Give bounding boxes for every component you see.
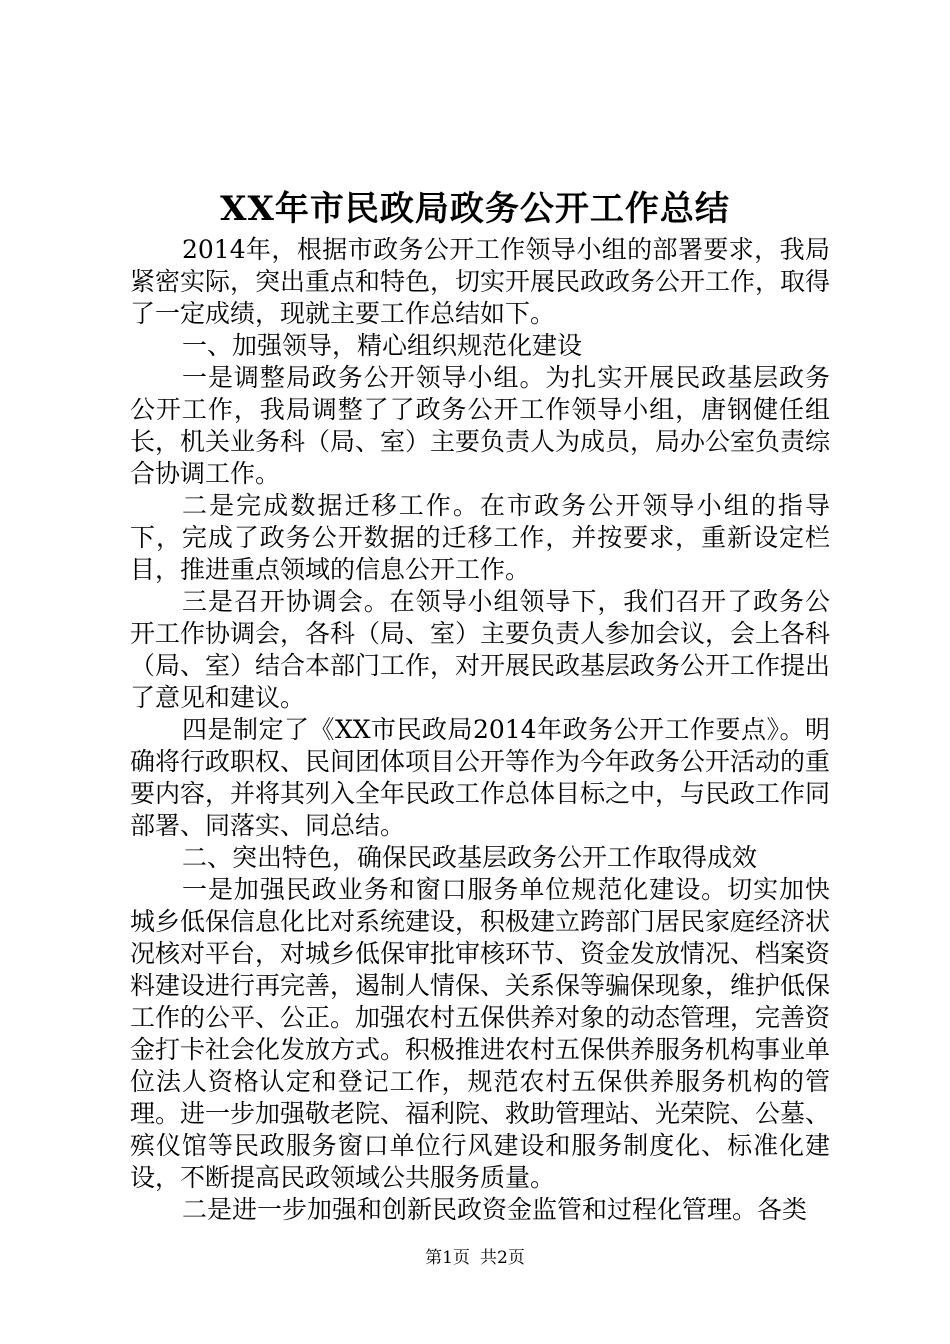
- document-body: [130, 234, 830, 1226]
- section-heading-2: 二、突出特色，确保民政基层政务公开工作取得成效: [182, 843, 758, 872]
- paragraph-2-1: 一是加强民政业务和窗口服务单位规范化建设。切实加快城乡低保信息化比对系统建设，积极建立跨部门居民家庭经济状况核对平台，对城乡低保审批审核环节、资金发放情况、档案资料建设进行再完善，遏制人情保、关系保等骗保现象，维护低保工作的公平、公正。加强农村五保供养对象的动态管理，完善资金打卡社会化发放方式。积极推进农村五保供养服务机构事业单位法人资格认定和登记工作，规范农村五保供养服务机构的管理。进一步加强敬老院、福利院、救助管理站、光荣院、公墓、殡仪馆等民政服务窗口单位行风建设和服务制度化、标准化建设，不断提高民政领域公共服务质量。: [130, 875, 831, 1192]
- paragraph-2-2: 二是进一步加强和创新民政资金监管和过程化管理。各类: [182, 1195, 808, 1224]
- paragraph-1-1: 一是调整局政务公开领导小组。为扎实开展民政基层政务公开工作，我局调整了了政务公开工作领导小组，唐钢健任组长，机关业务科（局、室）主要负责人为成员，局办公室负责综合协调工作。: [130, 363, 831, 488]
- paragraph-1-4: 四是制定了《XX市民政局2014年政务公开工作要点》。明确将行政职权、民间团体项目公开等作为今年政务公开活动的重要内容，并将其列入全年民政工作总体目标之中，与民政工作同部署、同落实、同总结。: [130, 715, 831, 840]
- section-heading-1: 一、加强领导，精心组织规范化建设: [182, 331, 583, 360]
- document-title: XX年市民政局政务公开工作总结: [220, 189, 730, 229]
- paragraph-1-2: 二是完成数据迁移工作。在市政务公开领导小组的指导下，完成了政务公开数据的迁移工作，并按要求，重新设定栏目，推进重点领域的信息公开工作。: [130, 491, 830, 584]
- page-number: 第1页: [425, 1248, 470, 1268]
- page-footer: [0, 1247, 950, 1269]
- page-total: 共2页: [480, 1248, 525, 1268]
- paragraph-1-3: 三是召开协调会。在领导小组领导下，我们召开了政务公开工作协调会，各科（局、室）主要负责人参加会议，会上各科（局、室）结合本部门工作，对开展民政基层政务公开工作提出了意见和建议。: [130, 587, 831, 712]
- paragraph-intro: 2014年，根据市政务公开工作领导小组的部署要求，我局紧密实际，突出重点和特色，切实开展民政政务公开工作，取得了一定成绩，现就主要工作总结如下。: [130, 235, 831, 328]
